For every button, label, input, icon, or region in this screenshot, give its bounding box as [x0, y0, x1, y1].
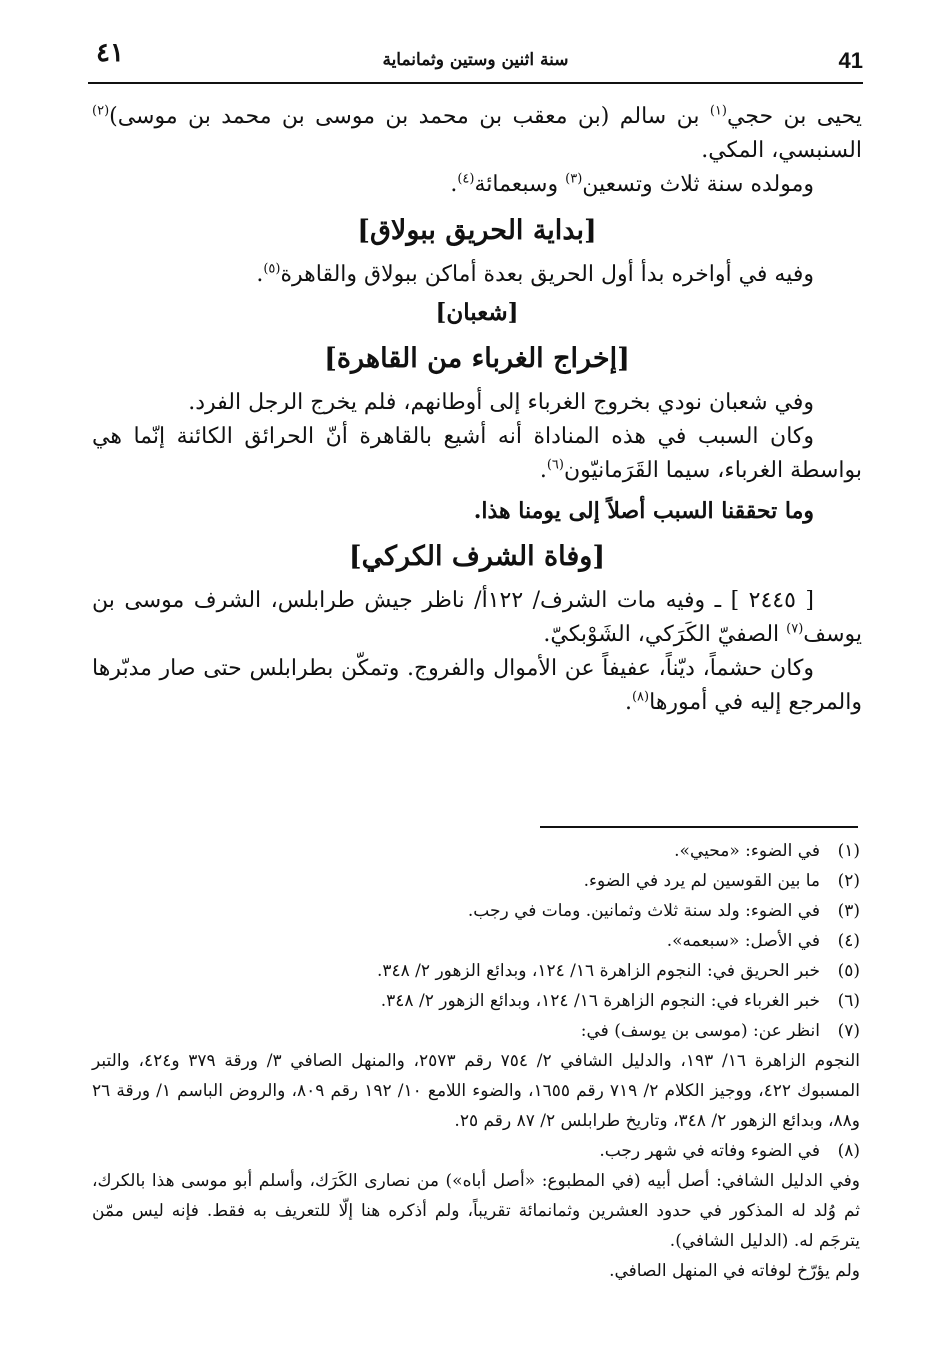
footnote-marker[interactable]: (٨) [631, 689, 650, 705]
text-run: بن سالم (بن معقب بن محمد بن موسى بن محمد بن موسى) [109, 104, 710, 129]
paragraph-birth [92, 168, 862, 202]
paragraph-author-note: وما تحققنا السبب أصلاً إلى يومنا هذا. [473, 498, 814, 524]
running-title: سنة اثنين وستين وثمانماية [382, 50, 569, 70]
footnote-continuation: وفي الدليل الشافي: أصل أبيه (في المطبوع: «أصل أباه») من نصارى الكَرَك، وأسلم أبو موسى هذا بالكرك، ثم وُلد له المذكور في حدود العشرين وثمانمائة تقريباً، ولم أذكره هنا إلّا للتعريف به فقط. فإنه ليس ممّن يترجَم له. (الدليل الشافي). [92, 1171, 860, 1251]
footnote [92, 956, 860, 986]
text-run: وكان حشماً، ديّناً، عفيفاً عن الأموال والفروج. وتمكّن بطرابلس حتى صار مدبّرها والمرجع إليه في أمورها [92, 656, 862, 715]
text-run: . [624, 690, 632, 715]
footnote-marker[interactable]: (٥) [263, 261, 281, 277]
footnote-text: في الضوء: ولد سنة ثلاث وثمانين. ومات في رجب. [467, 901, 820, 921]
text-run: السنبسي، المكي. [701, 138, 862, 163]
paragraph-fire [92, 258, 862, 292]
page-number-arabic: ٤١ [96, 38, 124, 68]
paragraph-reason [92, 420, 862, 488]
footnote [92, 1016, 860, 1046]
footnote-number: (٧) [837, 1021, 860, 1041]
footnote-text: خبر الحريق في: النجوم الزاهرة ١٦/ ١٢٤، وبدائع الزهور ٢/ ٣٤٨. [376, 961, 820, 981]
text-run: . [256, 262, 264, 287]
footnote-number: (٦) [837, 991, 860, 1011]
footnotes [92, 836, 860, 1286]
page-number-latin: 41 [838, 48, 863, 73]
text-run: . [450, 172, 458, 197]
footnote-marker[interactable]: (١) [709, 103, 727, 119]
text-run: الصفيّ الكَرَكي، الشَوْبكيّ. [543, 622, 787, 647]
footnote-number: (٤) [837, 931, 860, 951]
paragraph-obituary [92, 584, 862, 652]
text-run: وسبعمائة [474, 172, 566, 197]
text-run: ومولده سنة ثلاث وتسعين [582, 172, 814, 197]
footnote-separator [540, 826, 858, 828]
section-heading-death: [وفاة الشرف الكركي] [348, 541, 606, 572]
paragraph-announcement: وفي شعبان نودي بخروج الغرباء إلى أوطانهم، فلم يخرج الرجل الفرد. [188, 390, 814, 415]
footnote-number: (٢) [837, 871, 860, 891]
footnote-text: خبر الغرباء في: النجوم الزاهرة ١٦/ ١٢٤، وبدائع الزهور ٢/ ٣٤٨. [380, 991, 820, 1011]
footnote [92, 986, 860, 1016]
text-run: . [539, 458, 547, 483]
header-rule [88, 82, 863, 84]
month-heading: [شعبان] [435, 299, 519, 326]
paragraph-lineage [92, 100, 862, 168]
footnote-marker[interactable]: (٤) [457, 171, 475, 187]
page-header [88, 38, 863, 84]
footnote-number: (٥) [837, 961, 860, 981]
footnote-marker[interactable]: (٣) [565, 171, 583, 187]
text-run: وكان السبب في هذه المناداة أنه أشيع بالقاهرة أنّ الحرائق الكائنة إنّما هي بواسطة الغرباء، سيما القَرَمانيّون [92, 424, 862, 483]
text-run: وفيه في أواخره بدأ أول الحريق بعدة أماكن ببولاق والقاهرة [280, 262, 814, 287]
footnote-continuation: ولم يؤرّخ لوفاته في المنهل الصافي. [609, 1261, 860, 1281]
footnote [92, 1136, 860, 1166]
footnote-text: في الأصل: «سبعمه». [666, 931, 820, 951]
footnote [92, 866, 860, 896]
text-run: يحيى بن حجي [726, 104, 862, 129]
footnote-marker[interactable]: (٦) [546, 457, 564, 473]
footnote-text: ما بين القوسين لم يرد في الضوء. [583, 871, 820, 891]
footnote-number: (٨) [837, 1141, 860, 1161]
section-heading-fire: [بداية الحريق ببولاق] [357, 215, 597, 246]
main-text [92, 100, 862, 720]
section-heading-expulsion: [إخراج الغرباء من القاهرة] [324, 343, 630, 374]
footnote [92, 836, 860, 866]
footnote [92, 926, 860, 956]
footnote-marker[interactable]: (٢) [92, 103, 110, 119]
paragraph-character [92, 652, 862, 720]
footnote-marker[interactable]: (٧) [786, 621, 804, 637]
footnote-text: في الضوء وفاته في شهر رجب. [599, 1141, 820, 1161]
footnote-number: (٣) [837, 901, 860, 921]
footnote [92, 896, 860, 926]
footnote-number: (١) [837, 841, 860, 861]
text-run: [ ٢٤٤٥ ] ـ وفيه مات الشرف/ ١٢٢أ/ ناظر جيش طرابلس، الشرف موسى بن يوسف [92, 588, 862, 647]
footnote-text: انظر عن: (موسى بن يوسف) في: [580, 1021, 820, 1041]
footnote-continuation: النجوم الزاهرة ١٦/ ١٩٣، والدليل الشافي ٢/ ٧٥٤ رقم ٢٥٧٣، والمنهل الصافي ٣/ ورقة ٣٧٩ و٤٢٤، والتبر المسبوك ٤٢٢، ووجيز الكلام ٢/ ٧١٩ رقم ١٦٥٥، والضوء اللامع ١٠/ ١٩٢ رقم ٨٠٩، والروض الباسم ١/ ورقة ٢٦ و٨٨، وبدائع الزهور ٢/ ٣٤٨، وتاريخ طرابلس ٢/ ٨٧ رقم ٢٥. [92, 1051, 860, 1131]
footnote-text: في الضوء: «محيي». [674, 841, 820, 861]
